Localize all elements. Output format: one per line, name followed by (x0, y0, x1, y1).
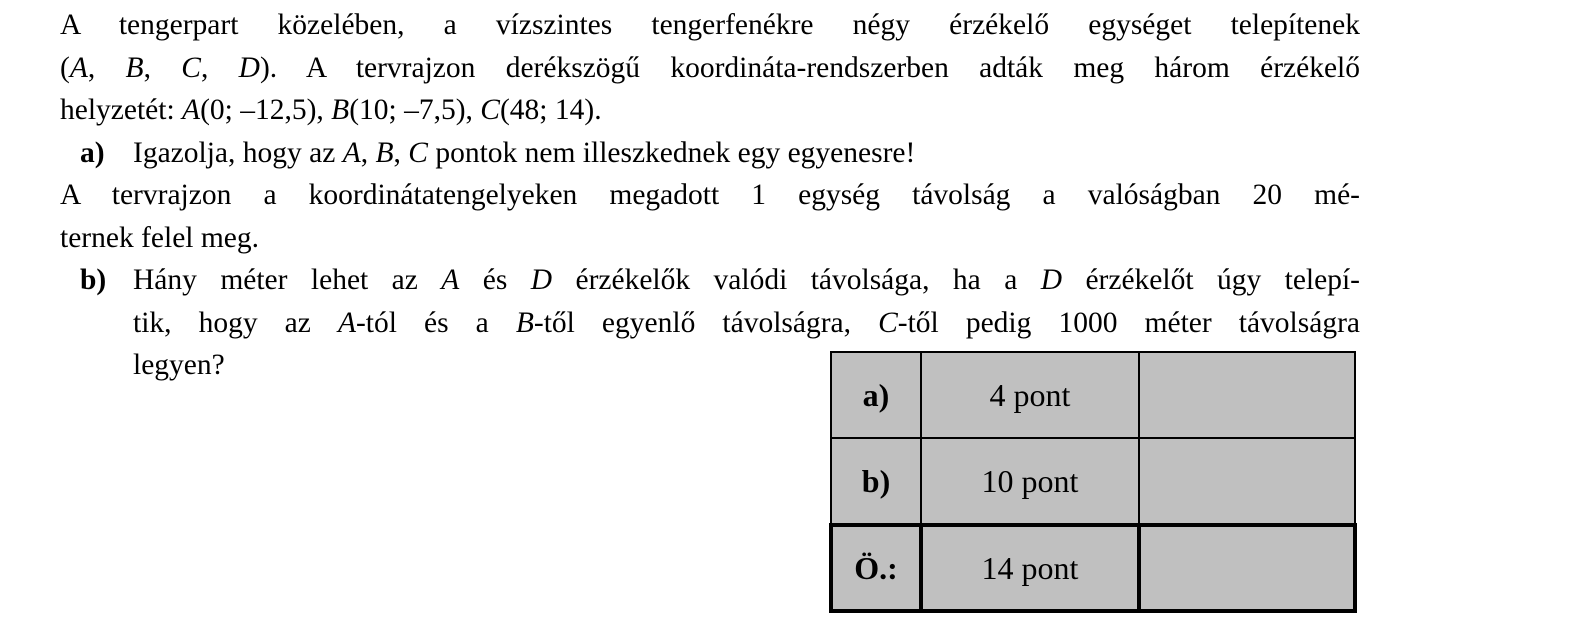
score-label-b: b) (831, 438, 921, 525)
scale-note (60, 174, 1360, 259)
intro-paragraph (60, 4, 1360, 132)
score-row-total (831, 525, 1355, 611)
question-b-line-1: Hány méter lehet az A és D érzékelők valódi távolsága, ha a D érzékelőt úgy telepí- (133, 264, 1360, 296)
question-b-marker: b) (80, 264, 107, 296)
intro-line-3: helyzetét: A(0; –12,5), B(10; –7,5), C(48; 14). (60, 94, 602, 126)
score-row-a (831, 352, 1355, 438)
score-blank-total (1139, 525, 1355, 611)
score-points-total: 14 pont (921, 525, 1139, 611)
question-a-marker: a) (80, 136, 105, 169)
intro-line-1: A tengerpart közelében, a vízszintes tengerfenékre négy érzékelő egységet telepítenek (60, 9, 1360, 41)
score-label-a: a) (831, 352, 921, 438)
question-a-text: Igazolja, hogy az A, B, C pontok nem illeszkednek egy egyenesre! (133, 136, 916, 169)
score-label-total: Ö.: (831, 525, 921, 611)
score-table (829, 351, 1357, 613)
score-points-b: 10 pont (921, 438, 1139, 525)
question-a (60, 132, 1360, 175)
question-b-line-3: legyen? (133, 349, 225, 381)
score-row-b (831, 438, 1355, 525)
score-blank-a (1139, 352, 1355, 438)
problem-text (60, 4, 1360, 387)
scale-note-line-1: A tervrajzon a koordinátatengelyeken megadott 1 egység távolság a valóságban 20 mé- (60, 179, 1360, 211)
scale-note-line-2: ternek felel meg. (60, 221, 260, 254)
score-blank-b (1139, 438, 1355, 525)
intro-line-2: (A, B, C, D). A tervrajzon derékszögű koordináta-rendszerben adták meg három érzékelő (60, 51, 1361, 84)
question-b-line-2: tik, hogy az A-tól és a B-től egyenlő távolságra, C-től pedig 1000 méter távolságra (133, 306, 1360, 339)
score-points-a: 4 pont (921, 352, 1139, 438)
